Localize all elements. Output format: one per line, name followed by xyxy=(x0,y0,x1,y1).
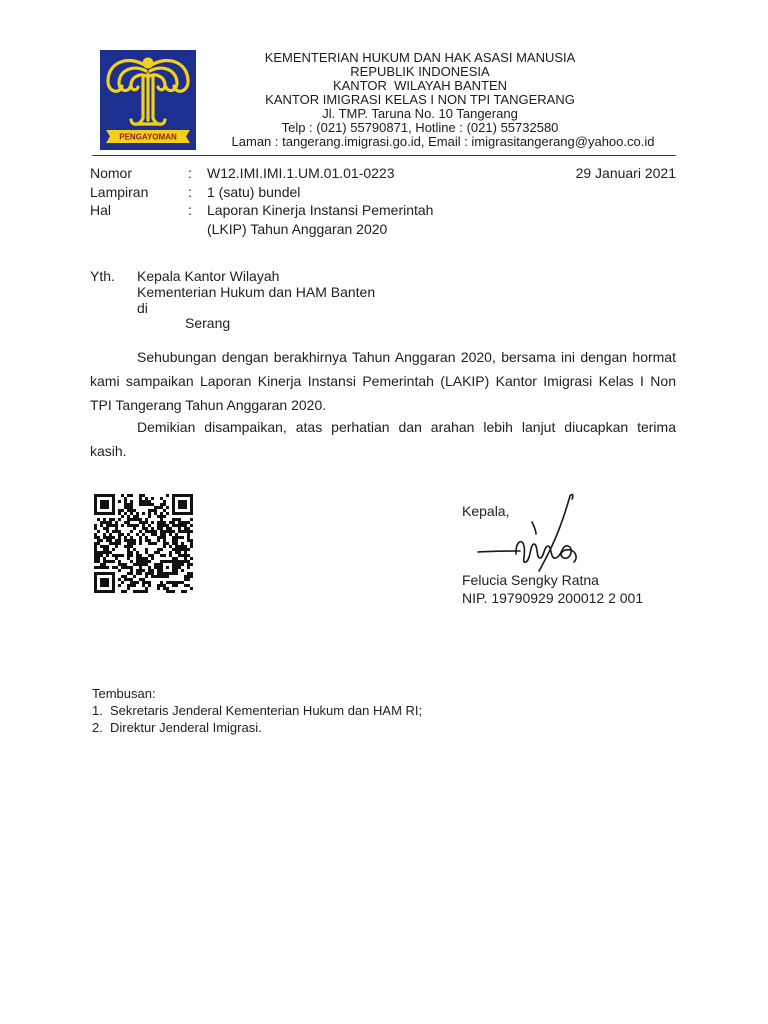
salutation-spacer xyxy=(90,301,137,317)
office-web-email: Laman : tangerang.imigrasi.go.id, Email : imigrasitangerang@yahoo.co.id xyxy=(231,134,655,149)
salutation: Yth. xyxy=(90,268,115,284)
meta-separator: : xyxy=(188,183,192,200)
attachment-count: 1 (satu) bundel xyxy=(207,183,301,200)
recipient-city: Serang xyxy=(185,315,231,332)
office-name: KANTOR IMIGRASI KELAS I NON TPI TANGERANG xyxy=(265,92,575,107)
meta-row-lampiran xyxy=(90,183,530,202)
closing-paragraph xyxy=(90,416,676,463)
carbon-copy-list xyxy=(92,685,512,736)
logo-banner-text: PENGAYOMAN xyxy=(119,132,177,142)
qr-code-modules xyxy=(94,494,193,593)
letterhead-divider xyxy=(92,155,676,156)
signatory-name: Felucia Sengky Ratna xyxy=(462,572,599,588)
subject-line: (LKIP) Tahun Anggaran 2020 xyxy=(207,220,388,237)
paragraph-line: TPI Tangerang Tahun Anggaran 2020. xyxy=(90,397,327,413)
meta-label: Hal xyxy=(90,202,112,218)
office-address: Jl. TMP. Taruna No. 10 Tangerang xyxy=(322,106,518,121)
list-item xyxy=(92,702,512,719)
letterhead xyxy=(170,51,670,149)
qr-code xyxy=(94,494,193,593)
recipient-row xyxy=(90,301,490,317)
office-phone: Telp : (021) 55790871, Hotline : (021) 55732580 xyxy=(281,120,559,135)
subject-line: Laporan Kinerja Instansi Pemerintah xyxy=(207,202,434,218)
list-item-number: 1. xyxy=(92,703,103,718)
handwritten-signature xyxy=(470,488,594,576)
meta-row-hal xyxy=(90,201,530,238)
meta-label: Nomor xyxy=(90,165,133,181)
recipient-row xyxy=(90,285,490,301)
meta-separator: : xyxy=(188,202,192,218)
paragraph-line: kasih. xyxy=(90,442,127,459)
recipient-line: Kepala Kantor Wilayah xyxy=(137,268,280,284)
list-item-text: Direktur Jenderal Imigrasi. xyxy=(110,720,262,735)
list-item-text: Sekretaris Jenderal Kementerian Hukum dan HAM RI; xyxy=(110,703,423,718)
carbon-copy-heading: Tembusan: xyxy=(92,686,156,701)
letter-meta xyxy=(90,164,530,238)
body-paragraph xyxy=(90,345,676,417)
recipient-line: di xyxy=(137,299,148,316)
paragraph-line: Sehubungan dengan berakhirnya Tahun Anggaran 2020, bersama ini dengan hormat xyxy=(137,349,676,365)
paragraph-line: Demikian disampaikan, atas perhatian dan arahan lebih lanjut diucapkan terima xyxy=(137,419,676,435)
meta-label: Lampiran xyxy=(90,183,149,200)
salutation-spacer xyxy=(90,285,137,301)
letter-subject xyxy=(207,201,433,238)
meta-row-nomor xyxy=(90,164,530,183)
list-item-number: 2. xyxy=(92,720,103,735)
country-name: REPUBLIK INDONESIA xyxy=(350,64,490,79)
letter-number: W12.IMI.IMI.1.UM.01.01-0223 xyxy=(207,165,395,181)
ministry-name: KEMENTERIAN HUKUM DAN HAK ASASI MANUSIA xyxy=(264,50,576,65)
recipient-block xyxy=(90,269,490,332)
letter-date: 29 Januari 2021 xyxy=(575,165,676,181)
signatory-nip: NIP. 19790929 200012 2 001 xyxy=(462,590,644,606)
list-item xyxy=(92,719,512,736)
paragraph-line: kami sampaikan Laporan Kinerja Instansi Pemerintah (LAKIP) Kantor Imigrasi Kelas I Non xyxy=(90,373,676,389)
regional-office-name: KANTOR WILAYAH BANTEN xyxy=(332,78,508,93)
recipient-first-row xyxy=(90,269,490,285)
meta-separator: : xyxy=(188,165,192,181)
signatory-title: Kepala, xyxy=(462,503,510,519)
recipient-line: Kementerian Hukum dan HAM Banten xyxy=(137,283,376,300)
